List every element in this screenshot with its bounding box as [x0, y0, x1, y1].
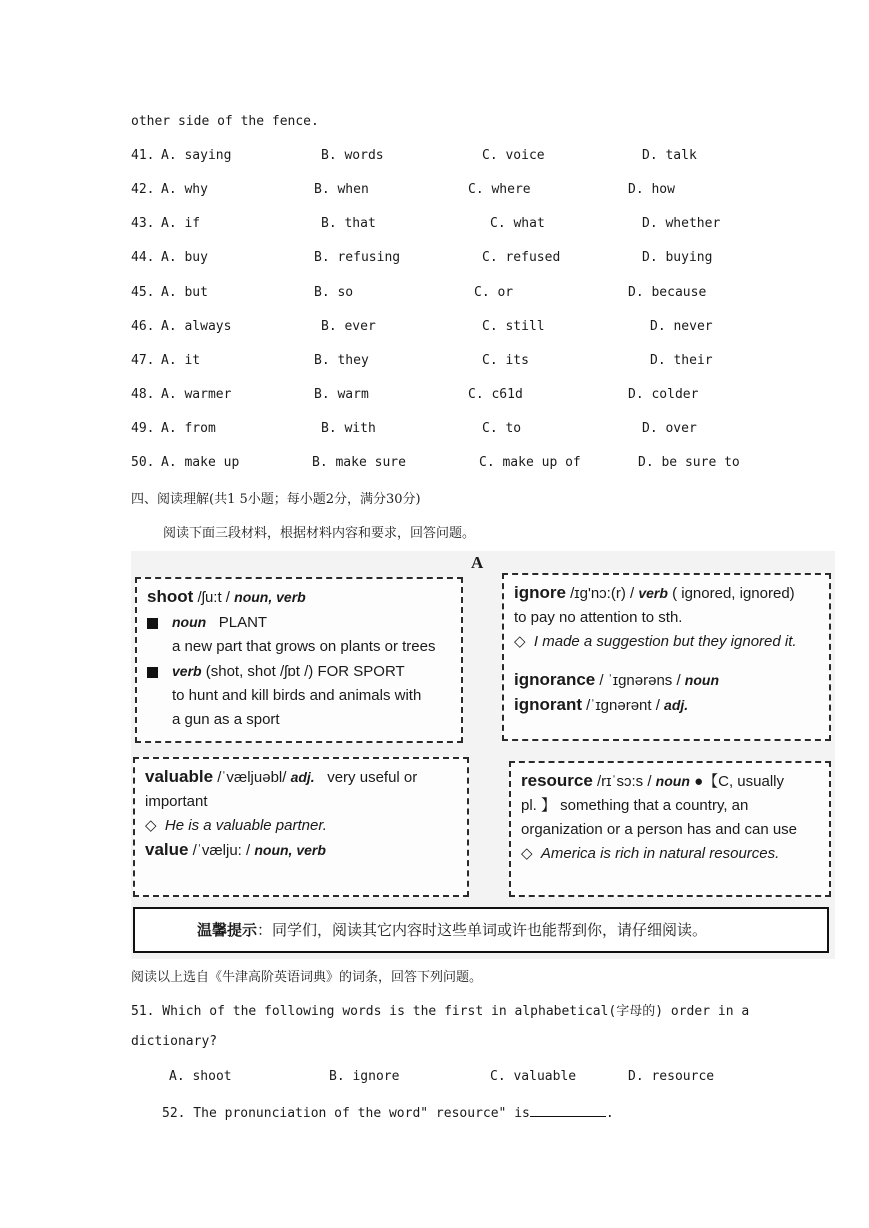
option-a: A. from	[161, 421, 216, 436]
option-d: D. talk	[642, 148, 697, 163]
option-d: D. colder	[628, 387, 699, 402]
question-row-42	[131, 182, 771, 202]
def-valuable-2: important	[145, 793, 208, 810]
bullet-dot-icon: ●	[694, 773, 704, 790]
tag-resource: 【C, usually	[703, 773, 784, 790]
entry-valuable	[133, 757, 469, 897]
question-number: 50.	[131, 455, 155, 470]
option-c: C. where	[468, 182, 531, 197]
question-row-50	[131, 455, 771, 475]
option-d: D. how	[628, 182, 675, 197]
option-a: A. it	[161, 353, 201, 368]
option-b: B. ever	[321, 319, 376, 334]
option-c: C. what	[490, 216, 545, 231]
headword-resource: resource	[521, 771, 593, 790]
option-a: A. saying	[161, 148, 232, 163]
option-b: B. that	[321, 216, 376, 231]
phonetic-ignorant: /ˈɪgnərənt /	[582, 697, 665, 714]
dictionary-figure	[131, 551, 835, 959]
question-number: 41.	[131, 148, 155, 163]
question-52-text: 52. The pronunciation of the word" resource" is	[162, 1106, 530, 1121]
option-d: D. be sure to	[638, 455, 740, 470]
headword-shoot: shoot	[147, 587, 194, 606]
option-c: C. make up of	[479, 455, 581, 470]
phonetic-resource: /rɪˈsɔ:s /	[592, 773, 656, 790]
diamond-icon: ◇	[521, 845, 533, 862]
headword-ignore: ignore	[514, 583, 566, 602]
sense1-def: a new part that grows on plants or trees	[172, 638, 436, 655]
option-d: D. never	[650, 319, 713, 334]
square-bullet-icon	[147, 618, 158, 629]
option-a: A. always	[161, 319, 232, 334]
question-number: 44.	[131, 250, 155, 265]
def-resource-2: organization or a person has and can use	[521, 821, 798, 838]
question-number: 49.	[131, 421, 155, 436]
phonetic-value: /ˈvælju: /	[188, 842, 255, 859]
sense2-def2: a gun as a sport	[172, 711, 280, 728]
question-51-line1: 51. Which of the following words is the first in alphabetical(字母的) order in a	[131, 1004, 750, 1019]
option-d: D. buying	[642, 250, 713, 265]
option-d: D. their	[650, 353, 713, 368]
question-number: 42.	[131, 182, 155, 197]
option-c: C. still	[482, 319, 545, 334]
sense1-pos: noun	[172, 614, 207, 630]
related-ignorance: ignorance	[514, 670, 596, 689]
sense2-def1: to hunt and kill birds and animals with	[172, 687, 422, 704]
option-c: C. to	[482, 421, 522, 436]
question-row-49	[131, 421, 771, 441]
phonetic-shoot: /ʃu:t /	[197, 589, 235, 606]
question-52-end: .	[605, 1106, 614, 1121]
def-ignore: to pay no attention to sth.	[514, 609, 683, 626]
option-b: B. ignore	[329, 1069, 400, 1084]
tip-label: 温馨提示	[197, 921, 258, 939]
option-a: A. if	[161, 216, 201, 231]
option-a: A. but	[161, 285, 208, 300]
option-c: C. voice	[482, 148, 545, 163]
source-note: 阅读以上选自《牛津高阶英语词典》的词条，回答下列问题。	[131, 970, 483, 985]
option-b: B. when	[314, 182, 369, 197]
question-51-options	[131, 1069, 771, 1089]
option-c: C. refused	[482, 250, 561, 265]
question-number: 46.	[131, 319, 155, 334]
section-instruction: 阅读下面三段材料，根据材料内容和要求，回答问题。	[163, 526, 476, 541]
sense2-pos: verb	[172, 663, 202, 679]
option-a: A. make up	[161, 455, 240, 470]
pos-ignorant: adj.	[664, 697, 689, 713]
example-valuable: He is a valuable partner.	[164, 817, 327, 834]
question-52	[162, 1103, 614, 1121]
question-number: 47.	[131, 353, 155, 368]
answer-blank[interactable]	[530, 1103, 606, 1117]
option-c: C. its	[482, 353, 529, 368]
question-row-44	[131, 250, 771, 270]
forms-ignore: ( ignored, ignored)	[672, 585, 795, 602]
headword-valuable: valuable	[145, 767, 214, 786]
entry-shoot	[135, 577, 463, 743]
related-value: value	[145, 840, 189, 859]
option-b: B. warm	[314, 387, 369, 402]
option-b: B. with	[321, 421, 376, 436]
option-b: B. make sure	[312, 455, 406, 470]
pos-valuable: adj.	[290, 769, 315, 785]
section-heading: 四、阅读理解(共1 5小题；每小题2分，满分30分)	[131, 492, 421, 507]
phonetic-ignorance: / ˈɪgnərəns /	[595, 672, 685, 689]
phonetic-valuable: /ˈvæljuəbl/	[213, 769, 291, 786]
option-b: B. words	[321, 148, 384, 163]
option-d: D. resource	[628, 1069, 715, 1084]
square-bullet-icon	[147, 667, 158, 678]
sense2-forms: (shot, shot /ʃɒt /)	[205, 663, 314, 680]
option-b: B. they	[314, 353, 369, 368]
figure-letter: A	[471, 553, 484, 572]
question-row-48	[131, 387, 771, 407]
pos-shoot: noun, verb	[234, 589, 306, 605]
option-d: D. whether	[642, 216, 721, 231]
def-valuable-1: very useful or	[327, 769, 418, 786]
tip-box	[133, 907, 829, 953]
pos-ignorance: noun	[684, 672, 720, 688]
option-a: A. warmer	[161, 387, 232, 402]
question-number: 45.	[131, 285, 155, 300]
question-51-line2: dictionary?	[131, 1034, 218, 1049]
diamond-icon: ◇	[514, 633, 526, 650]
option-a: A. shoot	[169, 1069, 232, 1084]
option-a: A. why	[161, 182, 208, 197]
phonetic-ignore: /ɪg'nɔ:(r) /	[570, 585, 639, 602]
question-row-46	[131, 319, 771, 339]
question-number: 43.	[131, 216, 155, 231]
option-b: B. so	[314, 285, 354, 300]
question-row-41	[131, 148, 771, 168]
diamond-icon: ◇	[145, 817, 157, 834]
option-c: C. c61d	[468, 387, 523, 402]
question-number: 48.	[131, 387, 155, 402]
question-row-45	[131, 285, 771, 305]
entry-resource	[509, 761, 831, 897]
pos-value: noun, verb	[254, 842, 326, 858]
option-b: B. refusing	[314, 250, 401, 265]
option-a: A. buy	[161, 250, 208, 265]
example-ignore: I made a suggestion but they ignored it.	[533, 633, 797, 650]
pos-ignore: verb	[638, 585, 668, 601]
def-resource-1: pl. 】 something that a country, an	[521, 797, 749, 814]
option-d: D. over	[642, 421, 697, 436]
question-row-43	[131, 216, 771, 236]
option-c: C. or	[474, 285, 514, 300]
related-ignorant: ignorant	[514, 695, 582, 714]
sense1-label: PLANT	[218, 614, 268, 631]
entry-ignore	[502, 573, 831, 741]
tip-text: ：同学们，阅读其它内容时这些单词或许也能帮到你，请仔细阅读。	[257, 921, 708, 939]
example-resource: America is rich in natural resources.	[540, 845, 780, 862]
option-d: D. because	[628, 285, 707, 300]
question-row-47	[131, 353, 771, 373]
pos-resource: noun	[655, 773, 690, 789]
sense2-label: FOR SPORT	[317, 663, 405, 680]
option-c: C. valuable	[490, 1069, 577, 1084]
intro-line: other side of the fence.	[131, 114, 319, 129]
